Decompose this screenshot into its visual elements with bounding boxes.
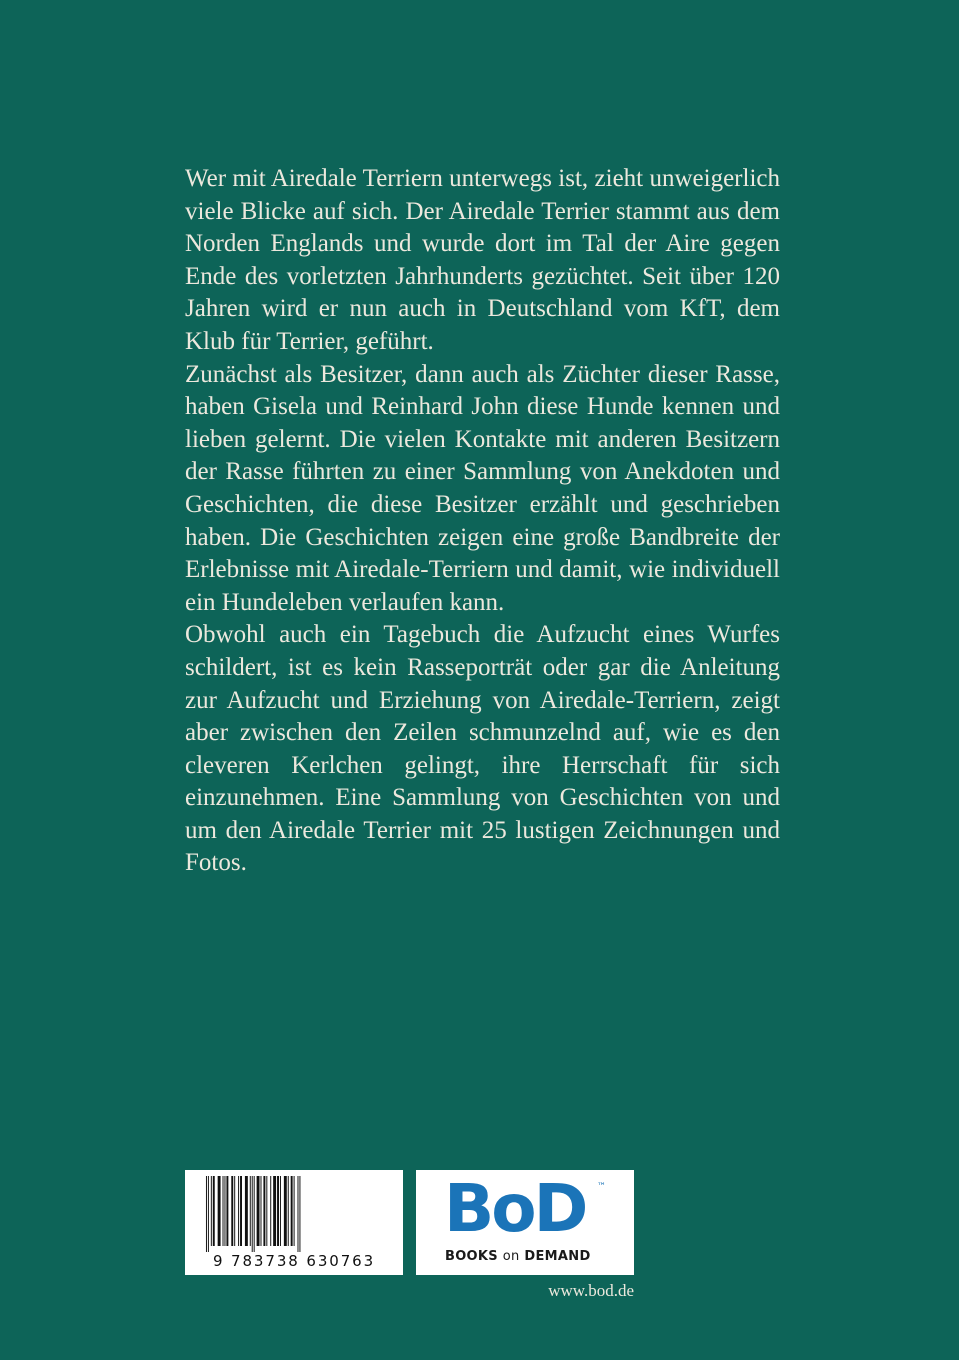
barcode-bar [223, 1176, 224, 1246]
barcode-bars [205, 1176, 390, 1252]
barcode-bar [284, 1176, 287, 1246]
barcode-bar [226, 1176, 228, 1246]
barcode-bar [208, 1176, 209, 1252]
bod-logo-text: BoD [444, 1170, 586, 1247]
barcode-bar [288, 1176, 289, 1246]
barcode-bar [213, 1176, 215, 1246]
barcode-bar [257, 1176, 260, 1246]
publisher-website: www.bod.de [548, 1281, 634, 1300]
barcode-bar [254, 1176, 255, 1252]
isbn-barcode [185, 1170, 403, 1275]
barcode-bar [277, 1176, 279, 1246]
barcode-bar [263, 1176, 265, 1246]
blurb-paragraph-3: Obwohl auch ein Tagebuch die Aufzucht eines Wurfes schildert, ist es kein Rasseporträt oder gar die Anleitung zur Aufzucht und Erziehung von Airedale-Terriern, zeigt aber zwischen den Zeilen schmunzelnd auf, wie es den cleveren Kerlchen gelingt, ihre Herrschaft für sich einzunehmen. Eine Sammlung von Geschichten von und um den Airedale Terrier mit 25 lustigen Zeichnungen und Fotos. [185, 621, 780, 877]
barcode-bar [211, 1176, 212, 1246]
barcode-bar [299, 1176, 300, 1252]
barcode-bar [261, 1176, 262, 1246]
barcode-bar [234, 1176, 235, 1246]
barcode-bar [218, 1176, 221, 1246]
barcode-bar [280, 1176, 281, 1246]
barcode-bar [224, 1176, 225, 1246]
barcode-bar [273, 1176, 276, 1246]
isbn-number: 9 783738 630763 [212, 1252, 376, 1270]
tagline-on: on [502, 1249, 520, 1264]
back-cover-blurb [185, 163, 780, 880]
barcode-bar [206, 1176, 207, 1252]
trademark-symbol: ™ [597, 1182, 606, 1192]
tagline-books: BOOKS [445, 1249, 498, 1264]
blurb-paragraph-2: Zunächst als Besitzer, dann auch als Züchter dieser Rasse, haben Gisela und Reinhard John diese Hunde kennen und lieben gelernt. Die vielen Kontakte mit anderen Besitzern der Rasse führten zu einer Sammlung von Anekdoten und Geschichten, die diese Besitzer erzählt und geschrieben haben. Die Geschichten zeigen eine große Bandbreite der Erlebnisse mit Airedale-Terriern und damit, wie individuell ein Hundeleben verlaufen kann. [185, 360, 780, 616]
barcode-bar [291, 1176, 293, 1246]
barcode-bar [250, 1176, 251, 1246]
barcode-bar [298, 1176, 299, 1252]
publisher-logo [416, 1170, 634, 1275]
barcode-bar [294, 1176, 295, 1246]
barcode-bar [252, 1176, 253, 1252]
barcode-bar [270, 1176, 271, 1246]
barcode-bar [266, 1176, 267, 1246]
barcode-bar [240, 1176, 242, 1246]
tagline-demand: DEMAND [524, 1249, 591, 1264]
barcode-bar [245, 1176, 248, 1246]
blurb-paragraph-1: Wer mit Airedale Terriern unterwegs ist, zieht unweigerlich viele Blicke auf sich. Der Airedale Terrier stammt aus dem Norden Englands und wurde dort im Tal der Aire gegen Ende des vorletzten Jahrhunderts gezüchtet. Seit über 120 Jahren wird er nun auch in Deutschland vom KfT, dem Klub für Terrier, geführt. [185, 165, 780, 355]
publisher-tagline [445, 1249, 591, 1264]
barcode-bar [231, 1176, 233, 1246]
barcode-bar [238, 1176, 239, 1246]
